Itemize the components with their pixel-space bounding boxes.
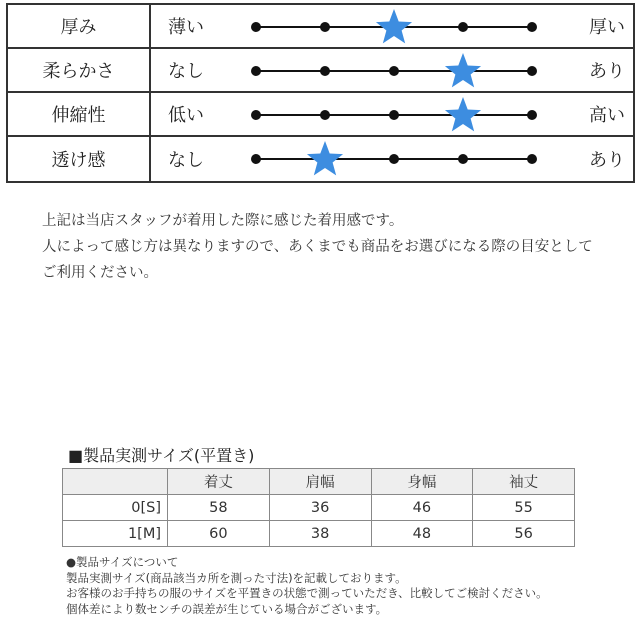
header-cell-sleeve: 袖丈: [473, 469, 575, 495]
value-cell: 46: [371, 495, 473, 521]
scale-dot: [320, 110, 330, 120]
value-cell: 55: [473, 495, 575, 521]
scale-dot: [527, 110, 537, 120]
scale-dot: [458, 22, 468, 32]
header-cell-length: 着丈: [168, 469, 270, 495]
value-cell: 48: [371, 521, 473, 547]
rating-row-thickness: [8, 5, 633, 49]
value-cell: 56: [473, 521, 575, 547]
note-line: ご利用ください。: [42, 265, 158, 281]
size-cell: 0[S]: [63, 495, 168, 521]
rating-high-label: あり: [589, 61, 625, 82]
scale-dot: [389, 66, 399, 76]
scale-dot: [389, 110, 399, 120]
scale-dot: [251, 110, 261, 120]
rating-star-icon: [443, 51, 483, 91]
rating-label: 厚み: [8, 5, 151, 47]
scale-dot: [251, 66, 261, 76]
scale-dot: [320, 22, 330, 32]
scale-dot: [527, 154, 537, 164]
table-row: [63, 495, 575, 521]
rating-row-softness: [8, 49, 633, 93]
rating-label: 透け感: [8, 137, 151, 181]
rating-high-label: あり: [589, 150, 625, 171]
rating-low-label: なし: [168, 150, 204, 171]
size-chart-heading: ■製品実測サイズ(平置き): [68, 446, 255, 465]
rating-row-sheerness: [8, 137, 633, 181]
scale-dot: [251, 154, 261, 164]
size-chart-table: [62, 468, 575, 547]
rating-star-icon: [443, 95, 483, 135]
rating-high-label: 厚い: [589, 17, 625, 38]
value-cell: 38: [269, 521, 371, 547]
rating-row-stretch: [8, 93, 633, 137]
value-cell: 36: [269, 495, 371, 521]
scale-dot: [458, 154, 468, 164]
footnote-line: 製品実測サイズ(商品該当カ所を測った寸法)を記載しております。: [66, 570, 407, 585]
fit-note: [42, 208, 622, 286]
size-cell: 1[M]: [63, 521, 168, 547]
header-cell-empty: [63, 469, 168, 495]
size-footnote: [66, 555, 636, 617]
rating-high-label: 高い: [589, 105, 625, 126]
table-row: [63, 521, 575, 547]
scale-dot: [527, 66, 537, 76]
scale-dot: [527, 22, 537, 32]
rating-low-label: なし: [168, 61, 204, 82]
value-cell: 58: [168, 495, 270, 521]
header-cell-shoulder: 肩幅: [269, 469, 371, 495]
value-cell: 60: [168, 521, 270, 547]
rating-star-icon: [305, 139, 345, 179]
header-cell-chest: 身幅: [371, 469, 473, 495]
footnote-line: お客様のお手持ちの服のサイズを平置きの状態で測っていただき、比較してご検討ください。: [66, 586, 548, 600]
note-line: 人によって感じ方は異なりますので、あくまでも商品をお選びになる際の目安として: [42, 239, 593, 255]
size-chart-header-row: [63, 469, 575, 495]
scale-dot: [320, 66, 330, 76]
rating-table: [6, 3, 635, 183]
rating-star-icon: [374, 7, 414, 47]
scale-dot: [389, 154, 399, 164]
footnote-line: ●製品サイズについて: [66, 555, 179, 569]
rating-label: 柔らかさ: [8, 49, 151, 91]
rating-label: 伸縮性: [8, 93, 151, 135]
rating-low-label: 薄い: [168, 17, 204, 38]
scale-dot: [251, 22, 261, 32]
footnote-line: 個体差により数センチの誤差が生じている場合がございます。: [66, 601, 388, 616]
note-line: 上記は当店スタッフが着用した際に感じた着用感です。: [42, 213, 404, 229]
rating-low-label: 低い: [168, 105, 204, 126]
